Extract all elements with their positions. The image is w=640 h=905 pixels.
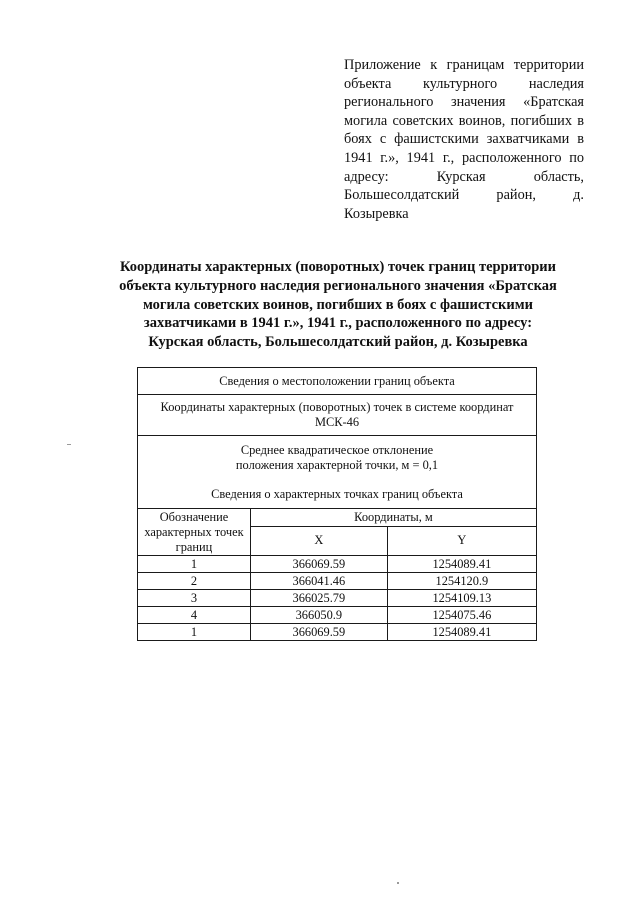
points-header: Сведения о характерных точках границ объекта <box>211 486 463 501</box>
accuracy-cell <box>138 436 537 509</box>
title-line-2: объекта культурного наследия регионального значения «Братская <box>119 277 557 294</box>
point-x: 366041.46 <box>250 573 387 590</box>
point-x: 366050.9 <box>250 607 387 624</box>
point-y: 1254075.46 <box>387 607 536 624</box>
appendix-note: Приложение к границам территории объекта культурного наследия регионального значения «Братская могила советских воинов, погибших в боях с фашистскими захватчиками в 1941 г.», 1941 г., расположенного по адресу: Курская область, Большесолдатский район, д. Козыревка <box>344 57 584 222</box>
point-x: 366025.79 <box>250 590 387 607</box>
point-y: 1254089.41 <box>387 624 536 641</box>
point-id: 1 <box>138 556 251 573</box>
title-line-3: могила советских воинов, погибших в боях с фашистскими <box>143 296 533 313</box>
point-y: 1254089.41 <box>387 556 536 573</box>
accuracy-line-1: Среднее квадратическое отклонение <box>240 442 434 457</box>
x-column-header: X <box>250 526 387 555</box>
table-row <box>138 607 537 624</box>
title-line-5: Курская область, Большесолдатский район, д. Козыревка <box>148 334 528 351</box>
point-y: 1254120.9 <box>387 573 536 590</box>
coordinate-system-cell: Координаты характерных (поворотных) точек в системе координат МСК-46 <box>138 395 537 436</box>
accuracy-line-2: положения характерной точки, м = 0,1 <box>235 457 439 472</box>
coords-column-header: Координаты, м <box>250 509 536 527</box>
location-header-cell: Сведения о местоположении границ объекта <box>138 368 537 395</box>
point-id: 2 <box>138 573 251 590</box>
coordinates-table <box>137 367 537 641</box>
table-row <box>138 624 537 641</box>
accuracy-spacer <box>142 473 532 487</box>
point-column-header: Обозначение характерных точек границ <box>138 509 251 556</box>
table-row <box>138 573 537 590</box>
document-title <box>100 258 576 352</box>
point-id: 3 <box>138 590 251 607</box>
y-column-header: Y <box>387 526 536 555</box>
scan-dot <box>397 882 399 884</box>
point-x: 366069.59 <box>250 556 387 573</box>
point-x: 366069.59 <box>250 624 387 641</box>
scan-mark <box>67 444 71 445</box>
title-line-1: Координаты характерных (поворотных) точек границ территории <box>120 259 556 275</box>
table-row <box>138 556 537 573</box>
table-row <box>138 590 537 607</box>
point-y: 1254109.13 <box>387 590 536 607</box>
title-line-4: захватчиками в 1941 г.», 1941 г., расположенного по адресу: <box>143 315 533 332</box>
point-id: 4 <box>138 607 251 624</box>
point-id: 1 <box>138 624 251 641</box>
